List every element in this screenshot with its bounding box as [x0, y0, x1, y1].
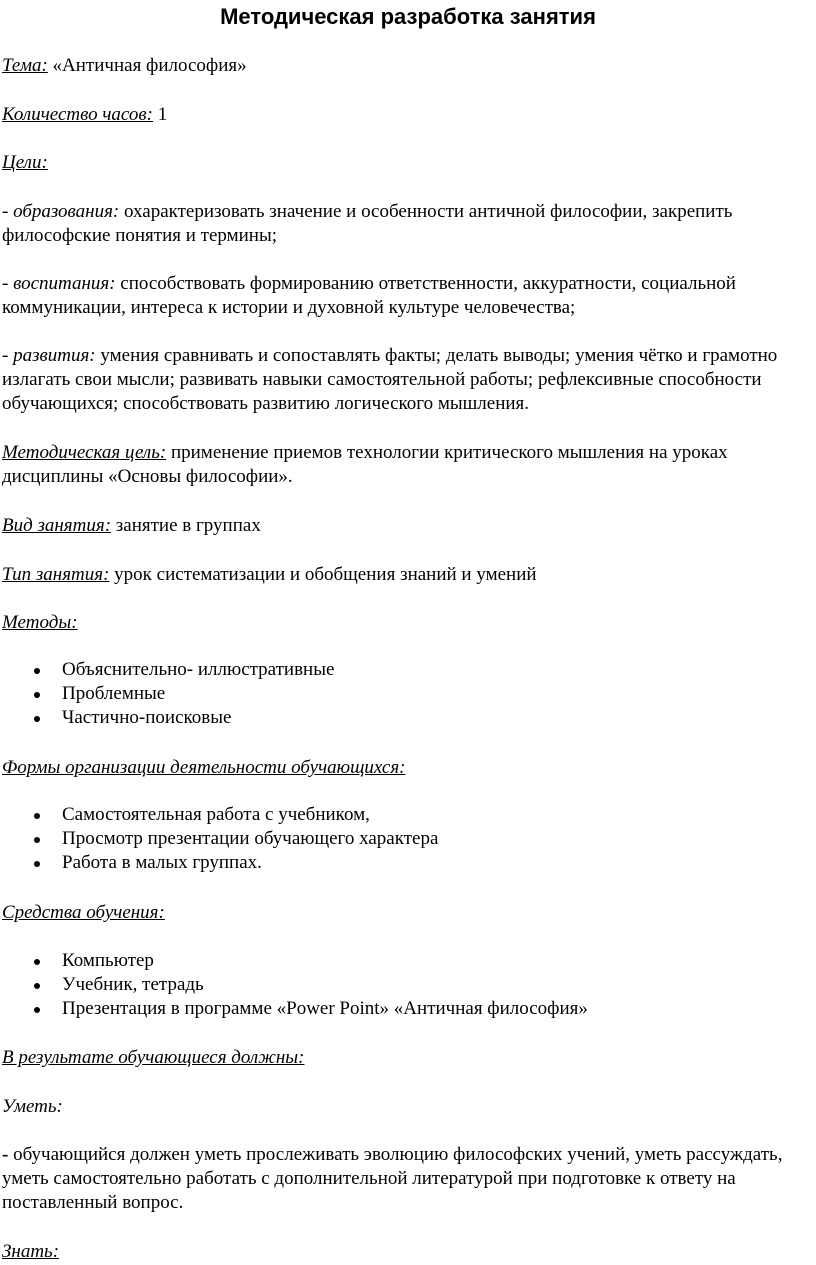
- forms-label: Формы организации деятельности обучающихся:: [2, 757, 406, 778]
- list-item: Частично-поисковые: [0, 706, 780, 730]
- lesson-kind-value: занятие в группах: [115, 515, 261, 536]
- goal-upbringing-text: способствовать формированию ответственности, аккуратности, социальной коммуникации, интереса к истории и духовной культуре человечества;: [2, 273, 736, 318]
- skills-text-block: [2, 1143, 792, 1215]
- goal-upbringing: [2, 272, 814, 320]
- forms-list: [0, 803, 780, 875]
- goal-development-text: умения сравнивать и сопоставлять факты; делать выводы; умения чётко и грамотно излагать свои мысли; развивать навыки самостоятельной работы; рефлексивные способности обучающихся; способствовать развитию логического мышления.: [2, 345, 778, 414]
- skills-label: Уметь:: [2, 1096, 63, 1117]
- hours-line: [2, 103, 814, 127]
- forms-heading: [2, 756, 814, 780]
- lesson-type-line: [2, 563, 814, 587]
- lesson-kind-line: [2, 514, 814, 538]
- goal-education-label: образования:: [13, 201, 120, 222]
- list-item: Компьютер: [0, 949, 780, 973]
- results-heading: [2, 1046, 814, 1070]
- know-heading: [2, 1240, 814, 1264]
- list-item: Объяснительно- иллюстративные: [0, 658, 780, 682]
- goals-heading: [2, 151, 814, 175]
- methods-heading: [2, 611, 814, 635]
- goal-development: [2, 344, 814, 416]
- topic-value: «Античная философия»: [52, 55, 247, 76]
- list-item: Проблемные: [0, 682, 780, 706]
- means-list: [0, 949, 780, 1021]
- goal-development-label: развития:: [13, 345, 96, 366]
- methods-list: [0, 658, 780, 730]
- means-heading: [2, 901, 814, 925]
- hours-value: 1: [157, 104, 168, 125]
- list-item: Самостоятельная работа с учебником,: [0, 803, 780, 827]
- goal-upbringing-label: воспитания:: [13, 273, 116, 294]
- topic-line: [2, 54, 814, 78]
- goal-education: [2, 200, 814, 248]
- method-goal-value: применение приемов технологии критического мышления на уроках дисциплины «Основы философии».: [2, 442, 728, 487]
- document-title: Методическая разработка занятия: [220, 4, 596, 29]
- results-label: В результате обучающиеся должны:: [2, 1047, 305, 1068]
- goal-education-text: охарактеризовать значение и особенности античной философии, закрепить философские понятия и термины;: [2, 201, 733, 246]
- goal-education-dash: -: [2, 201, 14, 222]
- methods-label: Методы:: [2, 612, 78, 633]
- goals-label: Цели:: [2, 152, 48, 173]
- method-goal-line: [2, 441, 814, 489]
- method-goal-label: Методическая цель:: [2, 442, 167, 463]
- list-item: Презентация в программе «Power Point» «Античная философия»: [0, 997, 780, 1021]
- lesson-kind-label: Вид занятия:: [2, 515, 112, 536]
- know-label: Знать:: [2, 1241, 60, 1262]
- skills-dash: -: [2, 1144, 14, 1165]
- goal-development-dash: -: [2, 345, 14, 366]
- goal-upbringing-dash: -: [2, 273, 14, 294]
- list-item: Учебник, тетрадь: [0, 973, 780, 997]
- skills-heading: [2, 1095, 814, 1119]
- lesson-type-value: урок систематизации и обобщения знаний и умений: [114, 564, 537, 585]
- topic-label: Тема:: [2, 55, 48, 76]
- skills-text: обучающийся должен уметь прослеживать эволюцию философских учений, уметь рассуждать, уметь самостоятельно работать с дополнительной литературой при подготовке к ответу на поставленный вопрос.: [2, 1144, 783, 1213]
- list-item: Работа в малых группах.: [0, 851, 780, 875]
- lesson-type-label: Тип занятия:: [2, 564, 110, 585]
- means-label: Средства обучения:: [2, 902, 165, 923]
- list-item: Просмотр презентации обучающего характера: [0, 827, 780, 851]
- hours-label: Количество часов:: [2, 104, 153, 125]
